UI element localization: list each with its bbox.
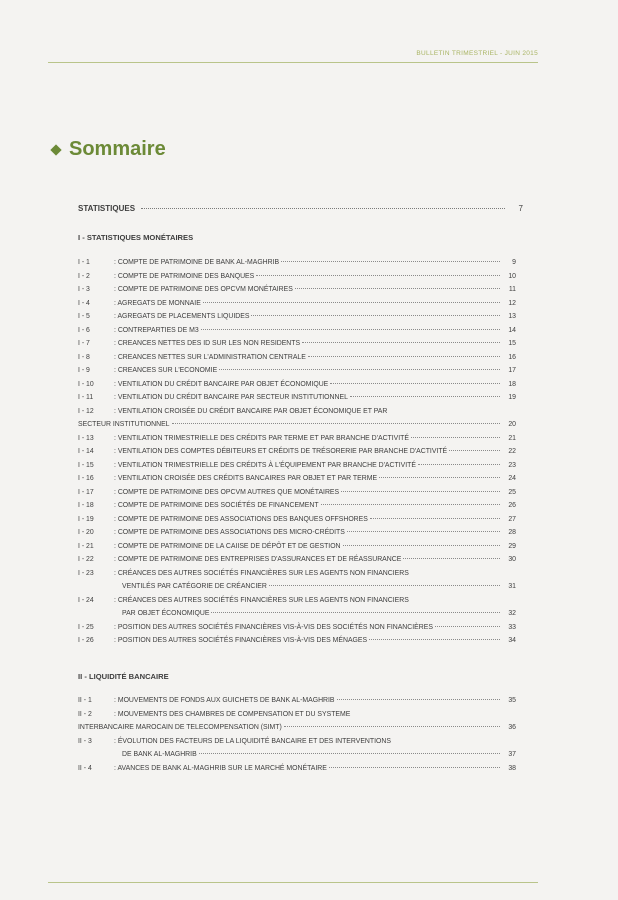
dot-leader <box>219 369 500 370</box>
toc-entry-code: I - 10 <box>78 380 94 388</box>
toc-entry-title-line: : POSITION DES AUTRES SOCIÉTÉS FINANCIÈRES VIS-À-VIS DES SOCIÉTÉS NON FINANCIÈRES <box>114 623 433 631</box>
toc-entry-title-line: : CONTREPARTIES DE M3 <box>114 326 199 334</box>
toc-entry[interactable] <box>78 513 516 527</box>
toc-entry-body <box>114 310 516 324</box>
toc-entry-last-line <box>114 748 516 762</box>
toc-entry[interactable] <box>78 540 516 554</box>
toc-entry-title-line: : COMPTE DE PATRIMOINE DES SOCIÉTÉS DE FINANCEMENT <box>114 502 319 509</box>
toc-entry-page: 25 <box>508 488 516 496</box>
dot-leader <box>281 261 500 262</box>
toc-entry-title-line: VENTILÉS PAR CATÉGORIE DE CRÉANCIER <box>122 583 267 590</box>
toc-entry-body <box>114 432 516 446</box>
section1-toc <box>78 256 516 648</box>
toc-entry[interactable] <box>78 634 516 648</box>
toc-entry-title-line: : VENTILATION DU CRÉDIT BANCAIRE PAR SECTEUR INSTITUTIONNEL <box>114 394 348 401</box>
dot-leader <box>269 585 500 586</box>
dot-leader <box>308 356 500 357</box>
toc-entry-page: 32 <box>508 610 516 617</box>
toc-entry-title-line: : COMPTE DE PATRIMOINE DE LA CAIISE DE DÉPÔT ET DE GESTION <box>114 542 341 550</box>
toc-entry-body <box>114 499 516 513</box>
toc-entry-last-line <box>114 607 516 621</box>
toc-entry-code: I - 3 <box>78 286 90 293</box>
toc-entry-page: 22 <box>508 448 516 455</box>
toc-entry-code: I - 17 <box>78 488 94 496</box>
dot-leader <box>343 545 500 546</box>
toc-entry-code: II - 1 <box>78 697 92 704</box>
toc-entry[interactable] <box>78 324 516 338</box>
toc-entry-code: I - 22 <box>78 556 94 563</box>
toc-entry-title-line: PAR OBJET ÉCONOMIQUE <box>122 610 210 617</box>
toc-entry-last-line <box>114 526 516 540</box>
toc-entry-body <box>114 364 516 378</box>
toc-entry-code: I - 23 <box>78 569 94 577</box>
toc-entry-last-line <box>114 364 516 378</box>
toc-entry-last-line <box>114 634 516 648</box>
toc-entry-page: 38 <box>508 764 516 772</box>
toc-entry-body <box>114 694 516 708</box>
toc-entry-code: II - 4 <box>78 764 92 772</box>
toc-entry-body <box>114 459 516 473</box>
toc-entry-title-line: : COMPTE DE PATRIMOINE DES ASSOCIATIONS DES MICRO-CRÉDITS <box>114 529 345 536</box>
toc-entry-page: 24 <box>508 475 516 482</box>
dot-leader <box>199 753 500 754</box>
toc-entry-title-line: : CRÉANCES DES AUTRES SOCIÉTÉS FINANCIÈRES SUR LES AGENTS NON FINANCIERS <box>114 569 409 577</box>
toc-entry-body <box>114 621 516 635</box>
toc-entry[interactable] <box>78 297 516 311</box>
toc-entry[interactable] <box>78 405 516 432</box>
toc-entry-last-line <box>114 297 516 311</box>
toc-entry-last-line <box>114 486 516 500</box>
dot-leader <box>321 504 500 505</box>
toc-entry[interactable] <box>78 567 516 594</box>
toc-entry-last-line <box>78 418 516 432</box>
toc-entry-body <box>114 634 516 648</box>
diamond-bullet-icon <box>50 144 61 155</box>
toc-entry-last-line <box>114 351 516 365</box>
section2-title: II - LIQUIDITÉ BANCAIRE <box>78 672 169 681</box>
toc-entry-page: 31 <box>508 583 516 590</box>
toc-entry[interactable] <box>78 283 516 297</box>
toc-entry-code: I - 8 <box>78 353 90 361</box>
toc-entry-title-line: : COMPTE DE PATRIMOINE DES ASSOCIATIONS DES BANQUES OFFSHORES <box>114 515 368 523</box>
toc-entry-last-line <box>114 378 516 392</box>
toc-entry-page: 34 <box>508 637 516 644</box>
toc-entry[interactable] <box>78 445 516 459</box>
toc-entry-page: 23 <box>508 461 516 469</box>
toc-entry-last-line <box>114 337 516 351</box>
toc-entry[interactable] <box>78 459 516 473</box>
toc-entry-body <box>114 270 516 284</box>
toc-entry-page: 27 <box>508 515 516 523</box>
toc-entry-page: 9 <box>512 259 516 266</box>
dot-leader <box>330 383 500 384</box>
toc-entry[interactable] <box>78 762 516 776</box>
dot-leader <box>418 464 500 465</box>
toc-entry-title-line: SECTEUR INSTITUTIONNEL <box>78 421 170 428</box>
toc-entry-title-line: : POSITION DES AUTRES SOCIÉTÉS FINANCIÈRES VIS-À-VIS DES MÉNAGES <box>114 637 368 644</box>
toc-entry-body <box>114 297 516 311</box>
toc-entry-title-line: : CREANCES NETTES SUR L'ADMINISTRATION CENTRALE <box>114 353 306 361</box>
toc-entry-last-line <box>114 445 516 459</box>
dot-leader <box>329 767 500 768</box>
dot-leader <box>347 531 500 532</box>
dot-leader <box>411 437 500 438</box>
toc-entry-last-line <box>114 283 516 297</box>
toc-entry-last-line <box>78 721 516 735</box>
page-title: Sommaire <box>69 138 166 160</box>
toc-entry-title-line: : AGREGATS DE PLACEMENTS LIQUIDES <box>114 313 250 320</box>
dot-leader <box>337 699 500 700</box>
toc-entry-code: I - 16 <box>78 475 94 482</box>
toc-entry-page: 37 <box>508 751 516 758</box>
toc-entry-code: I - 20 <box>78 529 94 536</box>
toc-entry-last-line <box>114 499 516 513</box>
toc-entry-page: 26 <box>508 502 516 509</box>
page-title-wrap <box>50 138 166 161</box>
toc-entry[interactable] <box>78 256 516 270</box>
toc-entry-code: I - 2 <box>78 272 90 280</box>
toc-entry-title-line: : COMPTE DE PATRIMOINE DES OPCVM MONÉTAIRES <box>114 286 293 293</box>
toc-entry-title-line: : COMPTE DE PATRIMOINE DES ENTREPRISES D'ASSURANCES ET DE RÉASSURANCE <box>114 556 402 563</box>
toc-entry-page: 28 <box>508 529 516 536</box>
toc-entry-last-line <box>114 580 516 594</box>
toc-entry[interactable] <box>78 526 516 540</box>
dot-leader <box>403 558 500 559</box>
toc-entry-title-line: : AVANCES DE BANK AL-MAGHRIB SUR LE MARCHÉ MONÉTAIRE <box>114 764 327 772</box>
dot-leader <box>211 612 500 613</box>
toc-entry-code: I - 24 <box>78 596 94 604</box>
toc-entry-body <box>114 337 516 351</box>
footer-rule <box>48 882 538 883</box>
toc-entry-title-line: : COMPTE DE PATRIMOINE DES OPCVM AUTRES QUE MONÉTAIRES <box>114 488 340 496</box>
section1-title: I - STATISTIQUES MONÉTAIRES <box>78 233 194 242</box>
toc-entry-last-line <box>114 553 516 567</box>
toc-entry-code: II - 2 <box>78 710 92 718</box>
dot-leader <box>201 329 500 330</box>
dot-leader <box>369 639 500 640</box>
toc-entry-code: I - 21 <box>78 542 94 550</box>
toc-entry-title-line: : VENTILATION CROISÉE DU CRÉDIT BANCAIRE PAR OBJET ÉCONOMIQUE ET PAR <box>114 407 388 415</box>
toc-entry-page: 30 <box>508 556 516 563</box>
toc-entry-page: 10 <box>508 272 516 280</box>
dot-leader <box>435 626 500 627</box>
section2-toc <box>78 694 516 775</box>
toc-entry-body <box>114 540 516 554</box>
toc-entry[interactable] <box>78 337 516 351</box>
toc-entry[interactable] <box>78 694 516 708</box>
toc-entry-code: I - 9 <box>78 367 90 374</box>
toc-entry-last-line <box>114 621 516 635</box>
toc-entry-code: I - 14 <box>78 448 94 455</box>
toc-entry-last-line <box>114 391 516 405</box>
toc-entry-page: 18 <box>508 380 516 388</box>
toc-entry-last-line <box>114 694 516 708</box>
toc-entry-page: 29 <box>508 542 516 550</box>
toc-entry-page: 12 <box>508 299 516 307</box>
toc-entry-code: I - 18 <box>78 502 94 509</box>
toc-entry-page: 11 <box>508 286 516 293</box>
statistiques-page: 7 <box>518 204 523 213</box>
toc-entry[interactable] <box>78 486 516 500</box>
toc-entry-title-line: : AGREGATS DE MONNAIE <box>114 299 201 307</box>
toc-entry-body <box>114 735 516 762</box>
header-title: BULLETIN TRIMESTRIEL - JUIN 2015 <box>416 50 538 57</box>
toc-entry-title-line: : CREANCES SUR L'ECONOMIE <box>114 367 218 374</box>
toc-entry-body <box>114 567 516 594</box>
toc-entry-page: 13 <box>508 313 516 320</box>
toc-entry-body <box>114 513 516 527</box>
toc-entry[interactable] <box>78 432 516 446</box>
toc-entry-last-line <box>114 432 516 446</box>
dot-leader <box>302 342 500 343</box>
dot-leader <box>341 491 500 492</box>
toc-entry[interactable] <box>78 270 516 284</box>
toc-entry-body <box>114 594 516 621</box>
toc-entry-page: 35 <box>508 697 516 704</box>
toc-entry-title-line: : VENTILATION TRIMESTRIELLE DES CRÉDITS PAR TERME ET PAR BRANCHE D'ACTIVITÉ <box>114 434 409 442</box>
toc-entry-page: 15 <box>508 340 516 347</box>
toc-entry-code: I - 7 <box>78 340 90 347</box>
toc-entry-code: I - 13 <box>78 434 94 442</box>
dot-leader <box>203 302 500 303</box>
dot-leader <box>256 275 500 276</box>
dot-leader <box>172 423 501 424</box>
toc-entry-code: I - 11 <box>78 394 94 401</box>
toc-entry-title-line: : VENTILATION CROISÉE DES CRÉDITS BANCAIRES PAR OBJET ET PAR TERME <box>114 475 378 482</box>
toc-entry[interactable] <box>78 499 516 513</box>
toc-entry-body <box>114 526 516 540</box>
toc-entry-code: I - 6 <box>78 326 90 334</box>
toc-entry-title-line: : COMPTE DE PATRIMOINE DES BANQUES <box>114 272 255 280</box>
toc-entry[interactable] <box>78 553 516 567</box>
toc-entry-body <box>114 472 516 486</box>
toc-entry-last-line <box>114 540 516 554</box>
dot-leader <box>141 208 505 209</box>
toc-entry-body <box>114 445 516 459</box>
toc-entry-last-line <box>114 256 516 270</box>
toc-entry[interactable] <box>78 708 516 735</box>
toc-entry-last-line <box>114 472 516 486</box>
toc-entry-body <box>114 378 516 392</box>
toc-entry-body <box>114 762 516 776</box>
toc-entry-last-line <box>114 762 516 776</box>
dot-leader <box>449 450 500 451</box>
toc-entry[interactable] <box>78 351 516 365</box>
toc-entry-code: I - 19 <box>78 515 94 523</box>
dot-leader <box>350 396 500 397</box>
toc-entry-last-line <box>114 513 516 527</box>
toc-entry-body <box>114 256 516 270</box>
toc-entry-body <box>114 486 516 500</box>
toc-entry-page: 20 <box>508 421 516 428</box>
toc-entry-page: 17 <box>508 367 516 374</box>
toc-entry-last-line <box>114 310 516 324</box>
toc-entry-title-line: : MOUVEMENTS DES CHAMBRES DE COMPENSATION ET DU SYSTEME <box>114 710 351 718</box>
toc-entry-code: II - 3 <box>78 737 92 745</box>
toc-entry[interactable] <box>78 621 516 635</box>
toc-entry-body <box>114 324 516 338</box>
toc-entry-page: 14 <box>508 326 516 334</box>
toc-entry-code: I - 1 <box>78 259 90 266</box>
toc-entry-code: I - 15 <box>78 461 94 469</box>
toc-entry[interactable] <box>78 310 516 324</box>
toc-entry-last-line <box>114 270 516 284</box>
toc-entry-title-line: : CRÉANCES DES AUTRES SOCIÉTÉS FINANCIÈRES SUR LES AGENTS NON FINANCIERS <box>114 596 409 604</box>
dot-leader <box>379 477 500 478</box>
toc-entry-title-line: : ÉVOLUTION DES FACTEURS DE LA LIQUIDITÉ BANCAIRE ET DES INTERVENTIONS <box>114 737 391 745</box>
toc-entry[interactable] <box>78 378 516 392</box>
header-rule <box>48 62 538 63</box>
toc-entry-code: I - 4 <box>78 299 90 307</box>
toc-entry[interactable] <box>78 735 516 762</box>
toc-entry-title-line: : CREANCES NETTES DES ID SUR LES NON RESIDENTS <box>114 340 301 347</box>
dot-leader <box>295 288 500 289</box>
toc-entry-page: 19 <box>508 394 516 401</box>
toc-entry[interactable] <box>78 364 516 378</box>
toc-entry-page: 36 <box>508 724 516 731</box>
toc-entry[interactable] <box>78 472 516 486</box>
toc-entry-page: 16 <box>508 353 516 361</box>
toc-entry-code: I - 26 <box>78 637 94 644</box>
toc-entry-code: I - 5 <box>78 313 90 320</box>
toc-entry-page: 21 <box>508 434 516 442</box>
toc-entry-title-line: : VENTILATION DU CRÉDIT BANCAIRE PAR OBJET ÉCONOMIQUE <box>114 380 329 388</box>
toc-entry-page: 33 <box>508 623 516 631</box>
toc-entry-code: I - 25 <box>78 623 94 631</box>
dot-leader <box>284 726 500 727</box>
toc-entry-title-line: : MOUVEMENTS DE FONDS AUX GUICHETS DE BANK AL-MAGHRIB <box>114 697 335 704</box>
toc-entry[interactable] <box>78 594 516 621</box>
dot-leader <box>251 315 500 316</box>
toc-entry-title-line: : VENTILATION TRIMESTRIELLE DES CRÉDITS À L'ÉQUIPEMENT PAR BRANCHE D'ACTIVITÉ <box>114 461 416 469</box>
toc-entry-title-line: : VENTILATION DES COMPTES DÉBITEURS ET CRÉDITS DE TRÉSORERIE PAR BRANCHE D'ACTIVITÉ <box>114 448 448 455</box>
dot-leader <box>370 518 500 519</box>
toc-entry-body <box>114 283 516 297</box>
toc-entry-title-line: INTERBANCAIRE MAROCAIN DE TELECOMPENSATION (SIMT) <box>78 724 282 731</box>
toc-entry-body <box>114 553 516 567</box>
toc-entry-body <box>114 351 516 365</box>
toc-entry[interactable] <box>78 391 516 405</box>
toc-entry-title-line: DE BANK AL-MAGHRIB <box>122 751 197 758</box>
statistiques-label: STATISTIQUES <box>78 204 136 213</box>
statistiques-line[interactable] <box>78 204 523 213</box>
toc-entry-body <box>114 391 516 405</box>
toc-entry-last-line <box>114 459 516 473</box>
toc-entry-code: I - 12 <box>78 407 94 415</box>
toc-entry-title-line: : COMPTE DE PATRIMOINE DE BANK AL-MAGHRIB <box>114 259 280 266</box>
toc-entry-last-line <box>114 324 516 338</box>
